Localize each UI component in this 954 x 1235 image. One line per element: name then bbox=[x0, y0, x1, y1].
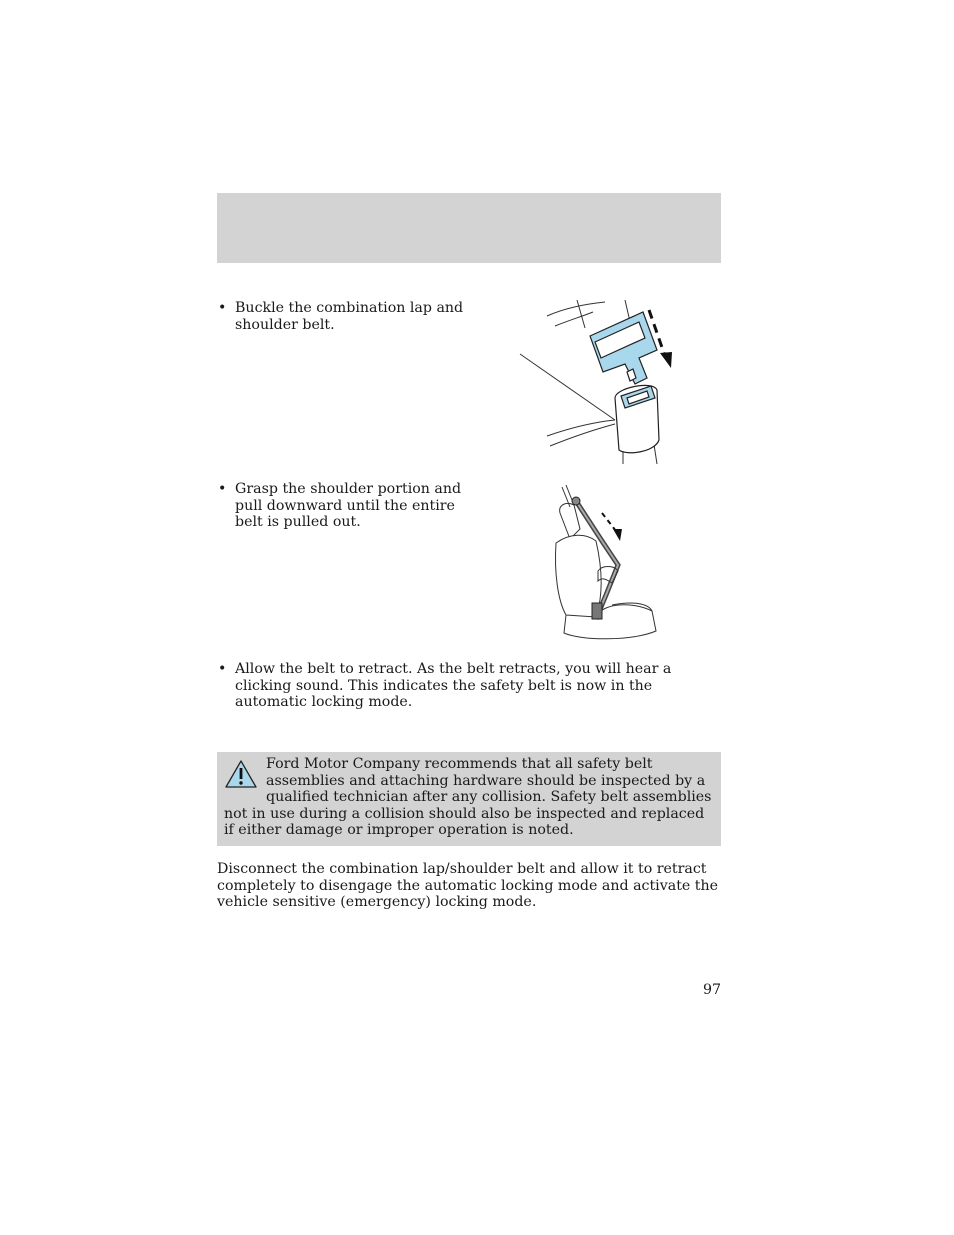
seat-belt-buckle-illustration bbox=[515, 298, 681, 466]
body-paragraph: Disconnect the combination lap/shoulder belt and allow it to retract completely to disengage the automatic locking mode and activate the vehicle sensitive (emergency) locking mode. bbox=[217, 861, 719, 911]
warning-box bbox=[217, 752, 721, 846]
bullet-retract bbox=[218, 661, 718, 711]
bullet-text: Buckle the combination lap and shoulder belt. bbox=[235, 300, 464, 333]
bullet-marker: • bbox=[218, 481, 227, 497]
bullet-buckle bbox=[218, 300, 468, 333]
bullet-grasp bbox=[218, 481, 468, 531]
bullet-text: Grasp the shoulder portion and pull downward until the entire belt is pulled out. bbox=[235, 481, 462, 531]
section-header-band bbox=[217, 193, 721, 263]
bullet-marker: • bbox=[218, 661, 227, 677]
warning-text: Ford Motor Company recommends that all safety belt assemblies and attaching hardware should be inspected by a qualified technician after any collision. Safety belt assemblies not in use during a collision should also be inspected and replaced if either damage or improper operation is noted. bbox=[224, 756, 712, 839]
warning-triangle-icon bbox=[224, 758, 258, 790]
bullet-text: Allow the belt to retract. As the belt retracts, you will hear a clicking sound. This indicates the safety belt is now in the automatic locking mode. bbox=[235, 661, 672, 711]
seat-belt-pull-illustration bbox=[552, 483, 660, 643]
bullet-marker: • bbox=[218, 300, 227, 316]
page-number: 97 bbox=[702, 982, 721, 998]
